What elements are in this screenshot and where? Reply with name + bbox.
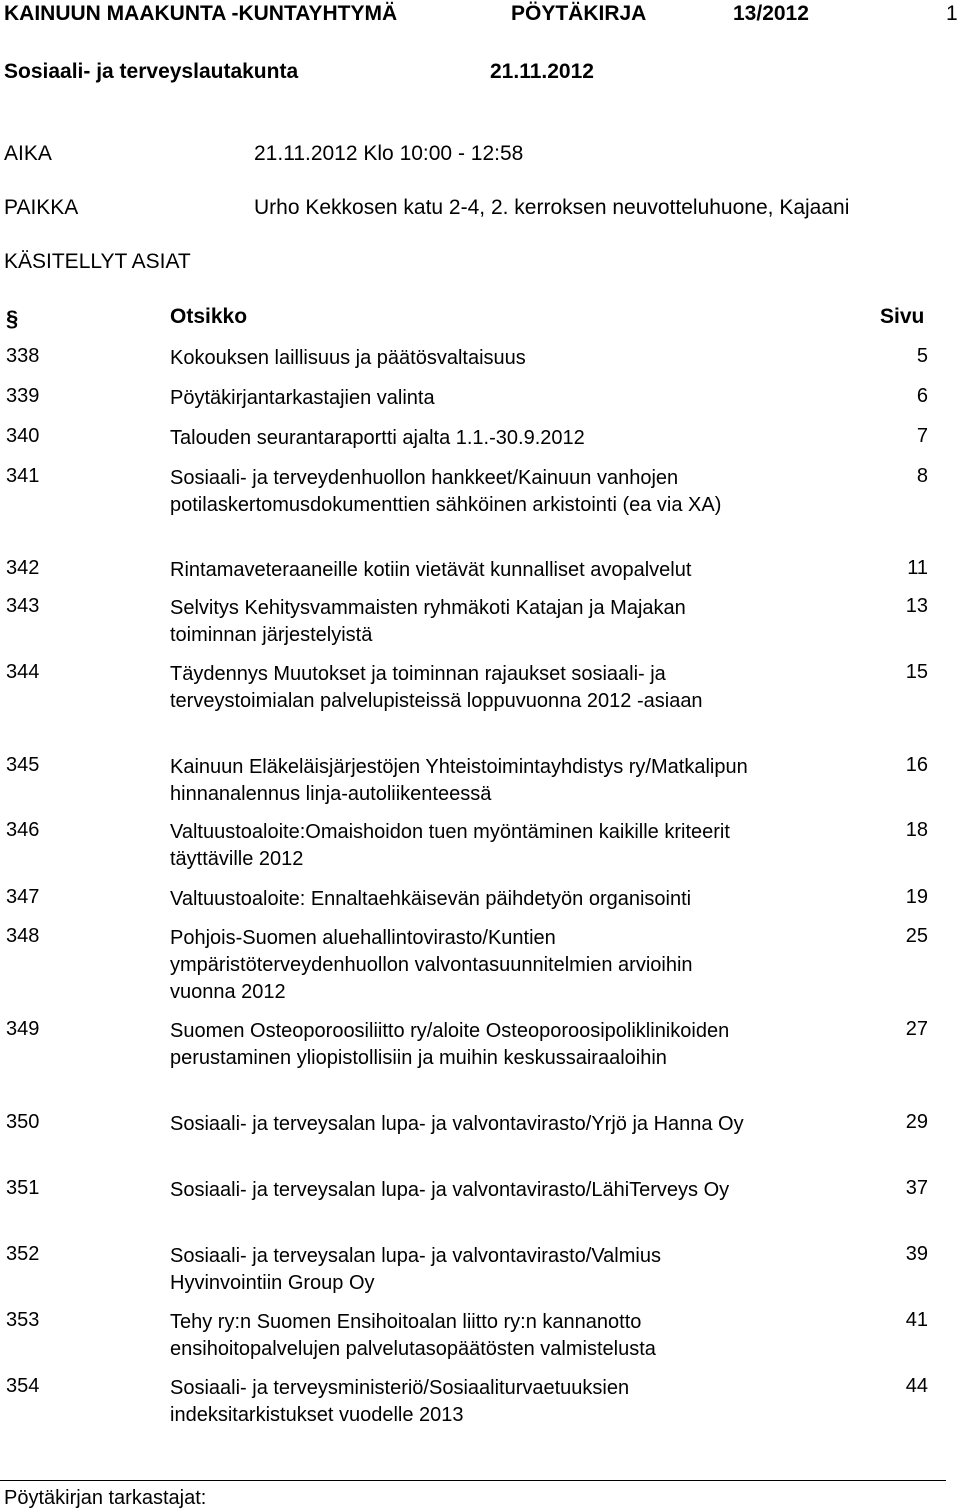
time-value: 21.11.2012 Klo 10:00 - 12:58 (254, 142, 524, 165)
item-page: 13 (905, 595, 928, 617)
item-title: Rintamaveteraaneille kotiin vietävät kunnalliset avopalvelut (170, 559, 692, 581)
item-page: 6 (916, 385, 928, 407)
item-title: Sosiaali- ja terveysministeriö/Sosiaaliturvaetuuksien indeksitarkistukset vuodelle 2013 (170, 1377, 630, 1426)
item-number: 349 (6, 1018, 40, 1040)
item-page: 27 (905, 1018, 928, 1040)
item-title: Suomen Osteoporoosiliitto ry/aloite Osteoporoosipoliklinikoiden perustaminen yliopistollisiin ja muihin keskussairaaloihin (170, 1020, 730, 1069)
item-number: 352 (6, 1243, 40, 1265)
organization-name: KAINUUN MAAKUNTA -KUNTAYHTYMÄ (4, 2, 398, 25)
meeting-date: 21.11.2012 (490, 60, 594, 83)
item-number: 347 (6, 886, 40, 908)
item-title: Kokouksen laillisuus ja päätösvaltaisuus (170, 347, 526, 369)
section-sign-icon: § (6, 306, 19, 331)
item-title: Valtuustoaloite: Ennaltaehkäisevän päihdetyön organisointi (170, 888, 692, 910)
item-number: 353 (6, 1309, 40, 1331)
item-title: Kainuun Eläkeläisjärjestöjen Yhteistoimintayhdistys ry/Matkalipun hinnanalennus linja-autoliikenteessä (170, 756, 748, 805)
item-number: 344 (6, 661, 40, 683)
item-title: Valtuustoaloite:Omaishoidon tuen myöntäminen kaikille kriteerit täyttäville 2012 (170, 821, 730, 870)
item-number: 338 (6, 345, 40, 367)
item-number: 348 (6, 925, 40, 947)
item-page: 37 (905, 1177, 928, 1199)
page-number: 1 (946, 2, 958, 25)
item-number: 339 (6, 385, 40, 407)
item-page: 5 (916, 345, 928, 367)
item-title: Pöytäkirjantarkastajien valinta (170, 387, 435, 409)
item-page: 25 (905, 925, 928, 947)
item-number: 346 (6, 819, 40, 841)
document-type: PÖYTÄKIRJA (511, 2, 647, 25)
item-title: Sosiaali- ja terveysalan lupa- ja valvontavirasto/Valmius Hyvinvointiin Group Oy (170, 1245, 661, 1294)
item-title: Tehy ry:n Suomen Ensihoitoalan liitto ry:n kannanotto ensihoitopalvelujen palvelutasopäätösten valmistelusta (170, 1311, 656, 1360)
item-page: 44 (905, 1375, 928, 1397)
place-value: Urho Kekkosen katu 2-4, 2. kerroksen neuvotteluhuone, Kajaani (254, 196, 850, 219)
item-page: 7 (916, 425, 928, 447)
item-page: 15 (905, 661, 928, 683)
item-title: Talouden seurantaraportti ajalta 1.1.-30.9.2012 (170, 427, 585, 449)
item-page: 11 (907, 557, 928, 579)
document-number: 13/2012 (733, 2, 809, 25)
item-number: 345 (6, 754, 40, 776)
place-label: PAIKKA (4, 196, 79, 219)
item-page: 41 (905, 1309, 928, 1331)
footer-divider (0, 1480, 946, 1481)
item-number: 342 (6, 557, 40, 579)
item-page: 16 (905, 754, 928, 776)
time-label: AIKA (4, 142, 52, 165)
item-number: 343 (6, 595, 40, 617)
column-page-header: Sivu (880, 305, 925, 328)
item-title: Pohjois-Suomen aluehallintovirasto/Kuntien ympäristöterveydenhuollon valvontasuunnitelmien arvioihin vuonna 2012 (170, 927, 693, 1003)
item-title: Selvitys Kehitysvammaisten ryhmäkoti Katajan ja Majakan toiminnan järjestelyistä (170, 597, 686, 646)
item-number: 351 (6, 1177, 40, 1199)
item-number: 340 (6, 425, 40, 447)
item-title: Sosiaali- ja terveysalan lupa- ja valvontavirasto/Yrjö ja Hanna Oy (170, 1113, 744, 1135)
item-page: 8 (916, 465, 928, 487)
board-name: Sosiaali- ja terveyslautakunta (4, 60, 299, 83)
item-page: 19 (905, 886, 928, 908)
item-title: Täydennys Muutokset ja toiminnan rajaukset sosiaali- ja terveystoimialan palvelupisteissä loppuvuonna 2012 -asiaan (170, 663, 703, 712)
item-title: Sosiaali- ja terveysalan lupa- ja valvontavirasto/LähiTerveys Oy (170, 1179, 730, 1201)
item-number: 350 (6, 1111, 40, 1133)
section-label: KÄSITELLYT ASIAT (4, 250, 191, 273)
item-number: 341 (6, 465, 40, 487)
item-title: Sosiaali- ja terveydenhuollon hankkeet/Kainuun vanhojen potilaskertomusdokumenttien sähköinen arkistointi (ea via XA) (170, 467, 722, 516)
item-page: 29 (905, 1111, 928, 1133)
item-page: 39 (905, 1243, 928, 1265)
footer-reviewers-label: Pöytäkirjan tarkastajat: (4, 1487, 207, 1509)
column-title-header: Otsikko (170, 305, 248, 328)
item-page: 18 (905, 819, 928, 841)
item-number: 354 (6, 1375, 40, 1397)
